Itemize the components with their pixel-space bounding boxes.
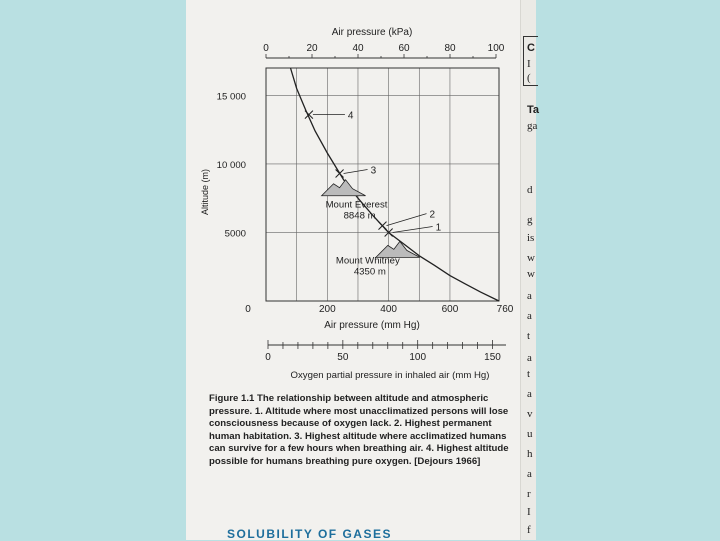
adjacent-page-fragment: a xyxy=(527,468,532,480)
adjacent-page-fragment: h xyxy=(527,448,533,460)
adjacent-page-fragment: r xyxy=(527,488,531,500)
annotation-number: 1 xyxy=(435,222,442,234)
mountain-height: 4350 m xyxy=(353,266,386,278)
top-axis-tick-label: 0 xyxy=(263,43,269,54)
adjacent-page-fragment: w xyxy=(527,252,535,264)
figure-label: Figure 1.1 xyxy=(209,393,255,404)
top-axis-tick-label: 40 xyxy=(352,43,364,54)
adjacent-page-fragment: t xyxy=(527,368,531,380)
bottom-axis-tick-label: 0 xyxy=(245,304,251,315)
oxygen-axis-tick-label: 100 xyxy=(409,352,427,363)
adjacent-page-fragment: u xyxy=(527,428,533,440)
adjacent-page-fragment: ( xyxy=(527,72,531,84)
adjacent-page-fragment: I xyxy=(527,506,531,518)
adjacent-page-fragment: I xyxy=(527,58,531,70)
y-axis-tick-label: 5000 xyxy=(224,228,246,240)
y-axis-tick-label: 10 000 xyxy=(216,159,246,171)
oxygen-axis-tick-label: 0 xyxy=(265,352,271,363)
mountain-height: 8848 m xyxy=(343,210,376,222)
adjacent-page-fragment: a xyxy=(527,388,532,400)
bottom-axis-tick-label: 760 xyxy=(496,304,514,315)
top-axis-tick-label: 20 xyxy=(306,43,318,54)
top-axis-label: Air pressure (kPa) xyxy=(331,27,413,38)
bottom-axis-tick-label: 400 xyxy=(380,304,397,315)
adjacent-page-fragment: is xyxy=(527,232,535,244)
bottom-axis-tick-label: 200 xyxy=(318,304,336,315)
top-axis-tick-label: 60 xyxy=(398,43,410,54)
mountain-markers xyxy=(322,180,420,278)
bottom-axis-label: Air pressure (mm Hg) xyxy=(324,320,420,331)
oxygen-axis-ticks xyxy=(265,340,501,363)
annotation-leader-line xyxy=(344,170,368,174)
annotation-leader-line xyxy=(393,226,433,232)
figure-caption-text: The relationship between altitude and atmospheric pressure. 1. Altitude where most unacclimatized persons will lose consciousness because of oxygen lack. 2. Highest permanent human habitation. 3. Highest altitude where acclimatized humans can survive for a few hours when breathing air. 4. Highest altitude possible for humans breathing pure oxygen. [Dejours 1966] xyxy=(209,393,509,467)
mountain-name: Mount Whitney xyxy=(335,255,400,267)
mountain-name: Mount Everest xyxy=(325,199,388,211)
oxygen-axis-label: Oxygen partial pressure in inhaled air (mm Hg) xyxy=(290,370,490,381)
adjacent-page-fragment: d xyxy=(527,184,533,196)
adjacent-page-fragment: C xyxy=(527,42,535,54)
adjacent-page-fragment: g xyxy=(527,214,533,226)
annotation-number: 4 xyxy=(347,110,354,122)
adjacent-page-fragment: a xyxy=(527,310,532,322)
adjacent-page-fragment: a xyxy=(527,352,532,364)
oxygen-axis-tick-label: 50 xyxy=(337,352,349,363)
mountain-icon xyxy=(322,180,366,196)
y-axis-tick-label: 15 000 xyxy=(216,91,246,103)
section-title: SOLUBILITY OF GASES xyxy=(227,527,392,541)
bottom-axis-tick-label: 600 xyxy=(441,304,459,315)
adjacent-page-fragment: a xyxy=(527,290,532,302)
adjacent-page-fragment: Ta xyxy=(527,104,540,116)
annotation-number: 2 xyxy=(429,209,436,221)
adjacent-page-fragment: w xyxy=(527,268,535,280)
y-axis-label: Altitude (m) xyxy=(200,168,210,216)
top-axis-ticks xyxy=(263,43,505,58)
figure-caption xyxy=(209,393,519,469)
adjacent-page-fragment: f xyxy=(527,524,531,536)
annotation-number: 3 xyxy=(370,165,377,177)
adjacent-page-fragment: t xyxy=(527,330,531,342)
bottom-axis-ticks xyxy=(245,304,514,315)
oxygen-axis-tick-label: 150 xyxy=(484,352,501,363)
annotation-leader-line xyxy=(387,214,427,226)
y-axis-ticks xyxy=(217,91,246,239)
top-axis-tick-label: 100 xyxy=(487,43,505,54)
adjacent-page-fragment: v xyxy=(527,408,533,420)
top-axis-tick-label: 80 xyxy=(444,43,456,54)
adjacent-page-fragment: ga xyxy=(527,120,538,132)
